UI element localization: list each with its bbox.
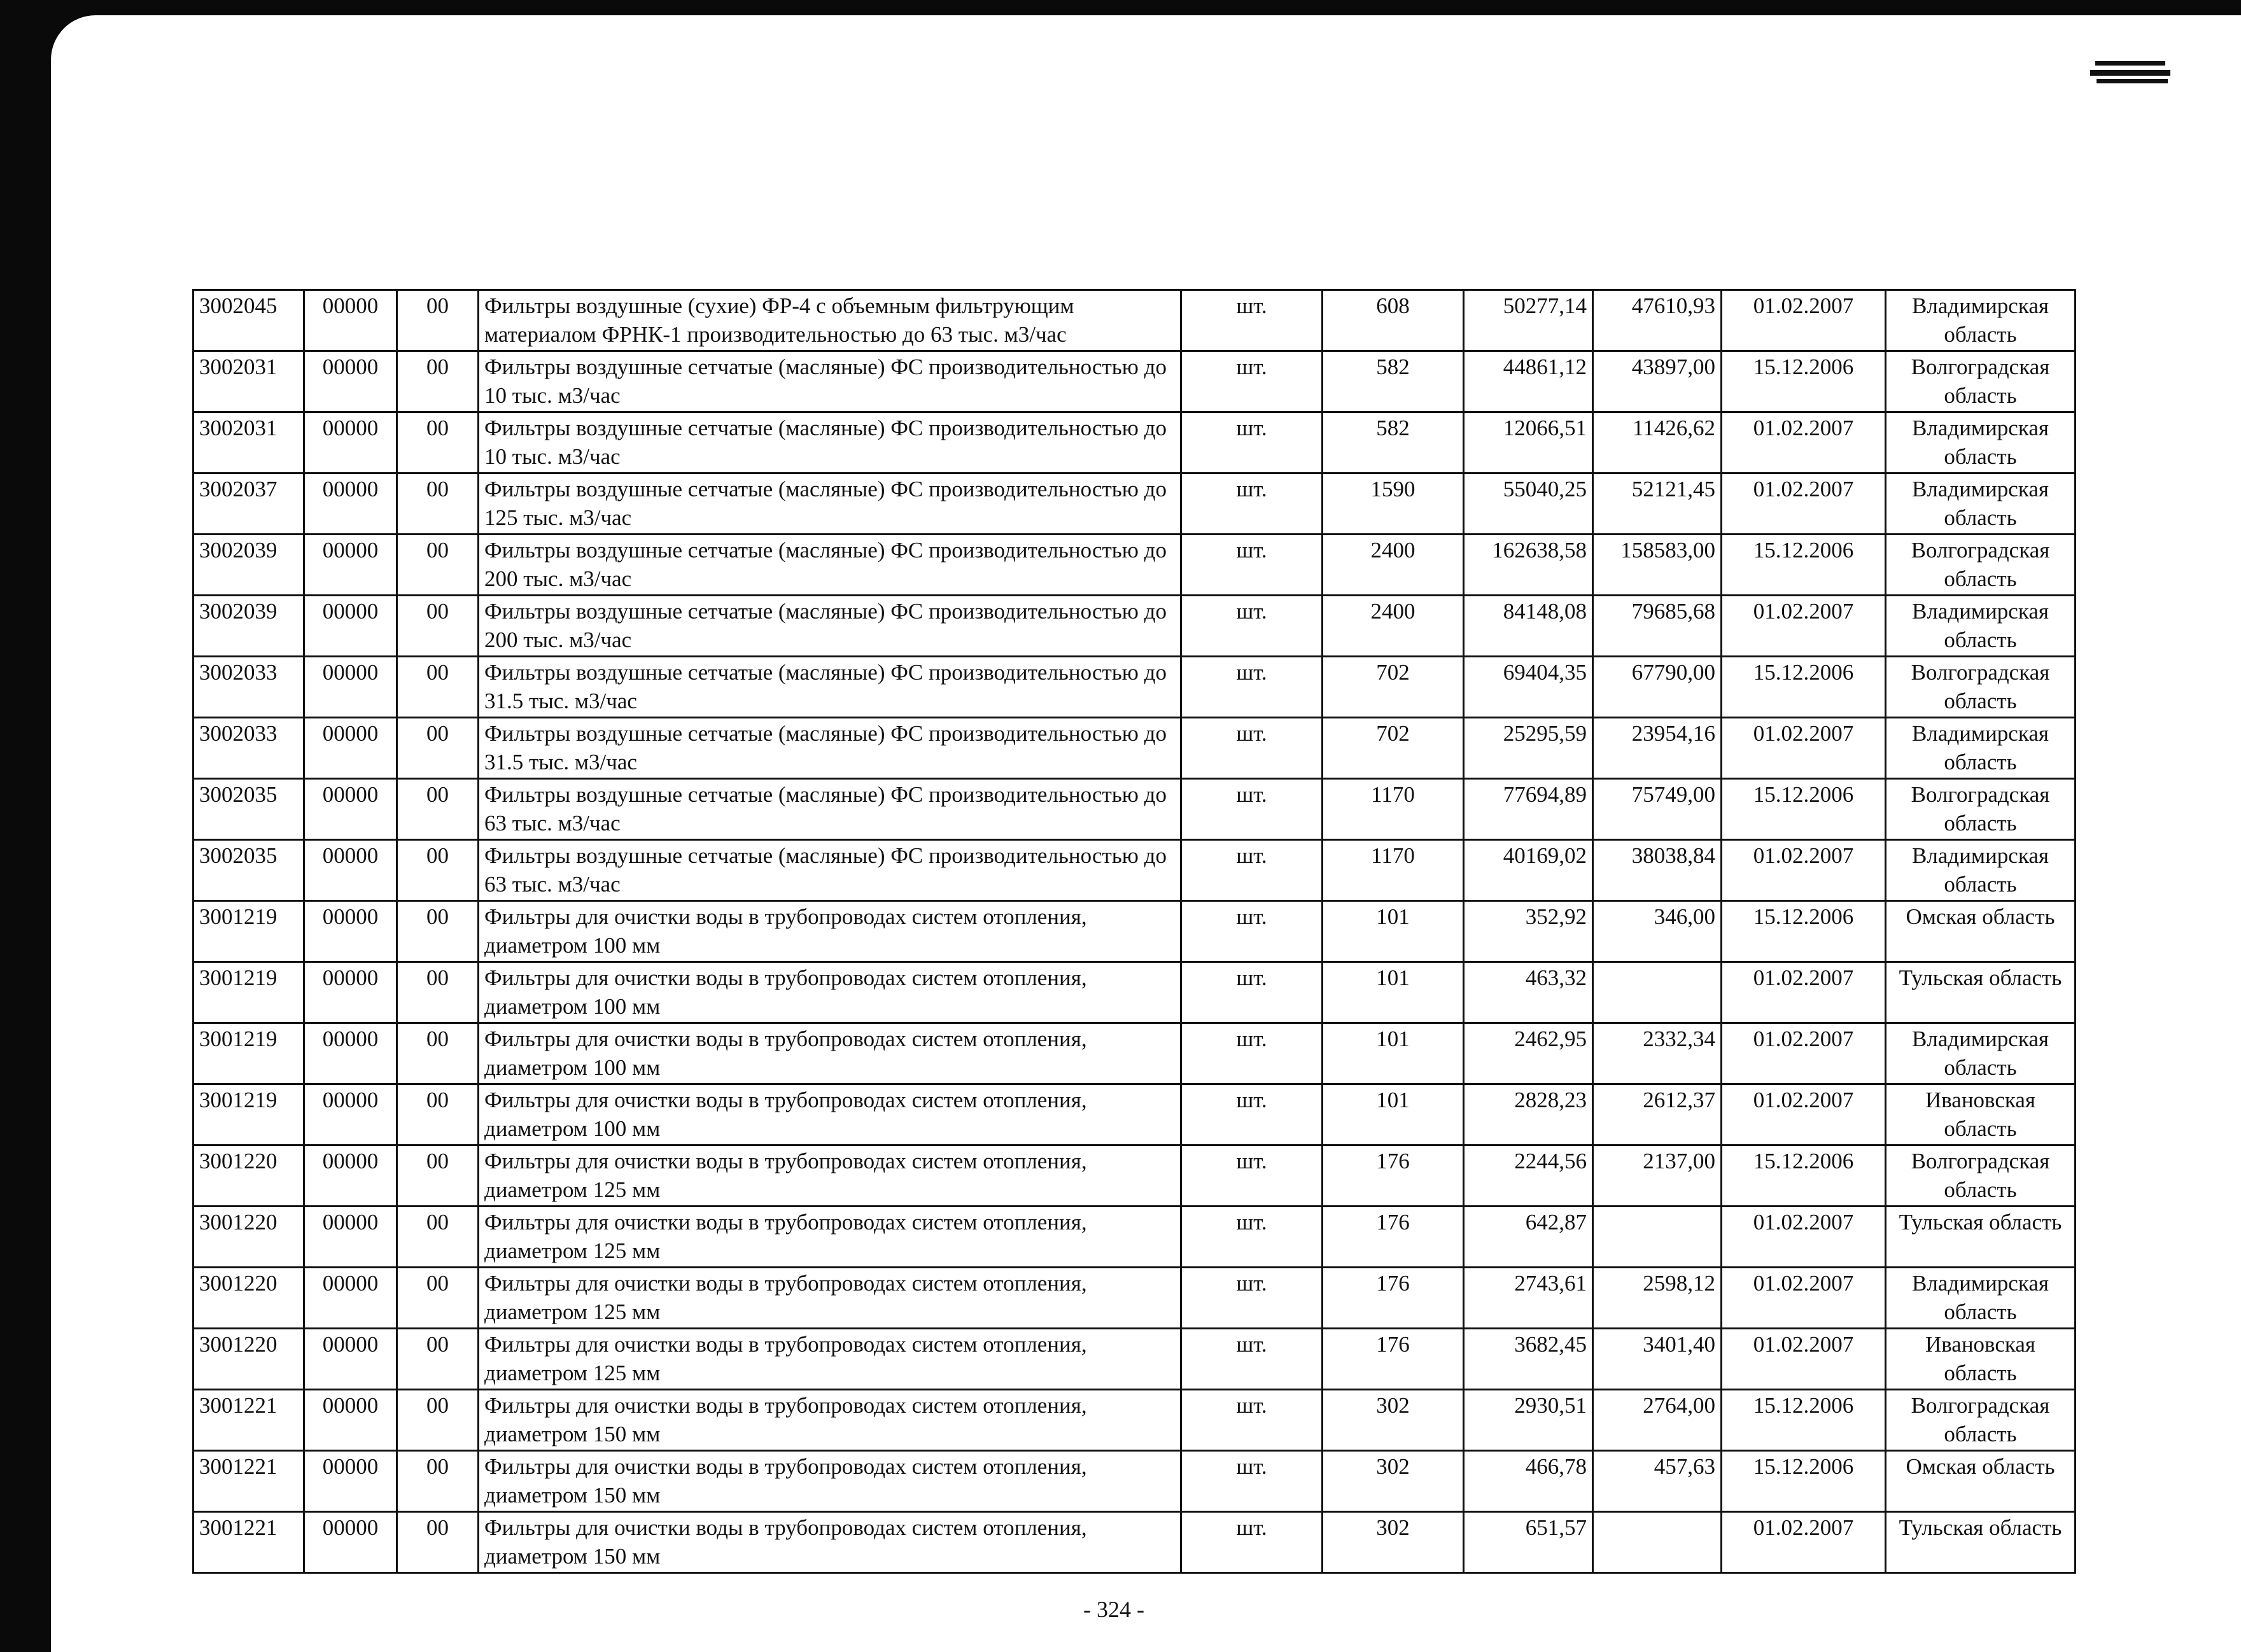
cell-level: 00 — [397, 1451, 479, 1512]
cell-code: 3001219 — [193, 1084, 304, 1145]
cell-region: Волгоградская область — [1886, 1390, 2076, 1451]
cell-code: 3001221 — [193, 1451, 304, 1512]
cell-price-2: 346,00 — [1593, 901, 1722, 962]
cell-date: 15.12.2006 — [1722, 901, 1886, 962]
cell-date: 01.02.2007 — [1722, 1207, 1886, 1268]
cell-subcode: 00000 — [304, 1084, 397, 1145]
cell-price-2: 67790,00 — [1593, 657, 1722, 718]
cell-name: Фильтры воздушные сетчатые (масляные) ФС производительностью до 200 тыс. м3/час — [479, 596, 1181, 657]
cell-name: Фильтры воздушные сетчатые (масляные) ФС производительностью до 10 тыс. м3/час — [479, 351, 1181, 412]
cell-date: 01.02.2007 — [1722, 1329, 1886, 1390]
cell-quantity: 176 — [1323, 1145, 1464, 1207]
table-row — [193, 1145, 2076, 1207]
cell-level: 00 — [397, 351, 479, 412]
cell-price-2: 2764,00 — [1593, 1390, 1722, 1451]
cell-date: 01.02.2007 — [1722, 290, 1886, 351]
cell-region: Ивановская область — [1886, 1329, 2076, 1390]
table-row — [193, 290, 2076, 351]
cell-region: Владимирская область — [1886, 840, 2076, 901]
cell-name: Фильтры воздушные сетчатые (масляные) ФС производительностью до 10 тыс. м3/час — [479, 412, 1181, 473]
cell-name: Фильтры для очистки воды в трубопроводах систем отопления, диаметром 150 мм — [479, 1512, 1181, 1573]
cell-region: Владимирская область — [1886, 1023, 2076, 1084]
cell-price-1: 642,87 — [1464, 1207, 1593, 1268]
scan-corner-mark — [2088, 57, 2177, 92]
cell-code: 3002045 — [193, 290, 304, 351]
cell-region: Владимирская область — [1886, 718, 2076, 779]
cell-region: Владимирская область — [1886, 473, 2076, 535]
cell-code: 3001219 — [193, 962, 304, 1023]
table-row — [193, 535, 2076, 596]
cell-unit: шт. — [1181, 1512, 1323, 1573]
cell-name: Фильтры для очистки воды в трубопроводах систем отопления, диаметром 125 мм — [479, 1329, 1181, 1390]
cell-quantity: 2400 — [1323, 535, 1464, 596]
cell-level: 00 — [397, 473, 479, 535]
cell-unit: шт. — [1181, 1084, 1323, 1145]
cell-region: Владимирская область — [1886, 1268, 2076, 1329]
cell-date: 15.12.2006 — [1722, 535, 1886, 596]
cell-subcode: 00000 — [304, 657, 397, 718]
cell-code: 3001220 — [193, 1207, 304, 1268]
cell-price-1: 352,92 — [1464, 901, 1593, 962]
cell-region: Волгоградская область — [1886, 779, 2076, 840]
cell-region: Владимирская область — [1886, 290, 2076, 351]
cell-price-1: 50277,14 — [1464, 290, 1593, 351]
cell-name: Фильтры воздушные сетчатые (масляные) ФС производительностью до 31.5 тыс. м3/час — [479, 657, 1181, 718]
cell-level: 00 — [397, 1207, 479, 1268]
cell-unit: шт. — [1181, 657, 1323, 718]
table-row — [193, 901, 2076, 962]
cell-name: Фильтры воздушные сетчатые (масляные) ФС производительностью до 31.5 тыс. м3/час — [479, 718, 1181, 779]
cell-unit: шт. — [1181, 473, 1323, 535]
cell-subcode: 00000 — [304, 1023, 397, 1084]
cell-quantity: 302 — [1323, 1451, 1464, 1512]
cell-subcode: 00000 — [304, 962, 397, 1023]
cell-price-1: 40169,02 — [1464, 840, 1593, 901]
cell-price-2 — [1593, 1207, 1722, 1268]
table-row — [193, 718, 2076, 779]
cell-level: 00 — [397, 1512, 479, 1573]
cell-date: 01.02.2007 — [1722, 1268, 1886, 1329]
cell-quantity: 176 — [1323, 1329, 1464, 1390]
cell-quantity: 1170 — [1323, 840, 1464, 901]
cell-date: 01.02.2007 — [1722, 962, 1886, 1023]
cell-subcode: 00000 — [304, 779, 397, 840]
cell-subcode: 00000 — [304, 1451, 397, 1512]
cell-quantity: 176 — [1323, 1207, 1464, 1268]
cell-date: 01.02.2007 — [1722, 412, 1886, 473]
cell-price-2: 52121,45 — [1593, 473, 1722, 535]
table-row — [193, 1512, 2076, 1573]
cell-date: 15.12.2006 — [1722, 1145, 1886, 1207]
cell-subcode: 00000 — [304, 1329, 397, 1390]
cell-quantity: 101 — [1323, 901, 1464, 962]
cell-name: Фильтры для очистки воды в трубопроводах систем отопления, диаметром 125 мм — [479, 1207, 1181, 1268]
cell-price-2 — [1593, 962, 1722, 1023]
cell-level: 00 — [397, 1268, 479, 1329]
cell-price-1: 2462,95 — [1464, 1023, 1593, 1084]
cell-region: Владимирская область — [1886, 412, 2076, 473]
table-row — [193, 473, 2076, 535]
cell-price-1: 162638,58 — [1464, 535, 1593, 596]
cell-level: 00 — [397, 840, 479, 901]
cell-quantity: 1170 — [1323, 779, 1464, 840]
table-row — [193, 657, 2076, 718]
cell-region: Владимирская область — [1886, 596, 2076, 657]
price-table — [192, 289, 2076, 1574]
cell-price-2: 38038,84 — [1593, 840, 1722, 901]
cell-price-2: 2598,12 — [1593, 1268, 1722, 1329]
cell-unit: шт. — [1181, 412, 1323, 473]
cell-code: 3002039 — [193, 535, 304, 596]
cell-subcode: 00000 — [304, 901, 397, 962]
table-row — [193, 840, 2076, 901]
cell-subcode: 00000 — [304, 840, 397, 901]
table-row — [193, 779, 2076, 840]
cell-level: 00 — [397, 718, 479, 779]
cell-unit: шт. — [1181, 1207, 1323, 1268]
cell-name: Фильтры для очистки воды в трубопроводах систем отопления, диаметром 100 мм — [479, 1084, 1181, 1145]
cell-unit: шт. — [1181, 535, 1323, 596]
cell-price-2: 3401,40 — [1593, 1329, 1722, 1390]
cell-price-1: 44861,12 — [1464, 351, 1593, 412]
table-row — [193, 1390, 2076, 1451]
cell-subcode: 00000 — [304, 718, 397, 779]
cell-quantity: 608 — [1323, 290, 1464, 351]
cell-quantity: 2400 — [1323, 596, 1464, 657]
cell-name: Фильтры воздушные сетчатые (масляные) ФС производительностью до 63 тыс. м3/час — [479, 779, 1181, 840]
cell-code: 3002031 — [193, 412, 304, 473]
page-number: - 324 - — [1083, 1597, 1144, 1622]
cell-price-1: 463,32 — [1464, 962, 1593, 1023]
cell-unit: шт. — [1181, 1268, 1323, 1329]
cell-date: 01.02.2007 — [1722, 1084, 1886, 1145]
table-row — [193, 1023, 2076, 1084]
table-row — [193, 351, 2076, 412]
cell-code: 3002039 — [193, 596, 304, 657]
cell-level: 00 — [397, 596, 479, 657]
cell-unit: шт. — [1181, 901, 1323, 962]
cell-name: Фильтры воздушные сетчатые (масляные) ФС производительностью до 63 тыс. м3/час — [479, 840, 1181, 901]
cell-price-1: 466,78 — [1464, 1451, 1593, 1512]
cell-quantity: 302 — [1323, 1512, 1464, 1573]
cell-date: 15.12.2006 — [1722, 779, 1886, 840]
cell-region: Волгоградская область — [1886, 351, 2076, 412]
cell-quantity: 302 — [1323, 1390, 1464, 1451]
cell-date: 15.12.2006 — [1722, 351, 1886, 412]
cell-date: 15.12.2006 — [1722, 1451, 1886, 1512]
cell-subcode: 00000 — [304, 290, 397, 351]
table-row — [193, 1084, 2076, 1145]
cell-subcode: 00000 — [304, 351, 397, 412]
cell-unit: шт. — [1181, 1451, 1323, 1512]
cell-level: 00 — [397, 535, 479, 596]
cell-region: Волгоградская область — [1886, 657, 2076, 718]
page-right-edge — [2212, 15, 2241, 1652]
cell-region: Волгоградская область — [1886, 1145, 2076, 1207]
cell-level: 00 — [397, 779, 479, 840]
cell-date: 01.02.2007 — [1722, 840, 1886, 901]
cell-code: 3002037 — [193, 473, 304, 535]
table-row — [193, 1268, 2076, 1329]
cell-price-2: 2332,34 — [1593, 1023, 1722, 1084]
cell-quantity: 101 — [1323, 1023, 1464, 1084]
cell-code: 3001221 — [193, 1512, 304, 1573]
cell-price-2: 457,63 — [1593, 1451, 1722, 1512]
cell-name: Фильтры воздушные сетчатые (масляные) ФС производительностью до 125 тыс. м3/час — [479, 473, 1181, 535]
cell-unit: шт. — [1181, 779, 1323, 840]
cell-price-1: 55040,25 — [1464, 473, 1593, 535]
cell-region: Омская область — [1886, 1451, 2076, 1512]
cell-date: 15.12.2006 — [1722, 657, 1886, 718]
table-row — [193, 962, 2076, 1023]
cell-name: Фильтры воздушные сетчатые (масляные) ФС производительностью до 200 тыс. м3/час — [479, 535, 1181, 596]
cell-subcode: 00000 — [304, 1145, 397, 1207]
cell-quantity: 1590 — [1323, 473, 1464, 535]
cell-price-2: 11426,62 — [1593, 412, 1722, 473]
cell-quantity: 176 — [1323, 1268, 1464, 1329]
cell-price-1: 2244,56 — [1464, 1145, 1593, 1207]
cell-price-2: 75749,00 — [1593, 779, 1722, 840]
cell-quantity: 702 — [1323, 718, 1464, 779]
cell-name: Фильтры для очистки воды в трубопроводах систем отопления, диаметром 125 мм — [479, 1145, 1181, 1207]
cell-code: 3001220 — [193, 1329, 304, 1390]
cell-subcode: 00000 — [304, 1512, 397, 1573]
table-row — [193, 596, 2076, 657]
cell-unit: шт. — [1181, 290, 1323, 351]
table-row — [193, 1207, 2076, 1268]
cell-price-2: 2137,00 — [1593, 1145, 1722, 1207]
cell-price-1: 25295,59 — [1464, 718, 1593, 779]
cell-name: Фильтры для очистки воды в трубопроводах систем отопления, диаметром 125 мм — [479, 1268, 1181, 1329]
cell-subcode: 00000 — [304, 473, 397, 535]
cell-unit: шт. — [1181, 596, 1323, 657]
cell-code: 3002035 — [193, 840, 304, 901]
cell-date: 01.02.2007 — [1722, 1023, 1886, 1084]
cell-name: Фильтры для очистки воды в трубопроводах систем отопления, диаметром 150 мм — [479, 1390, 1181, 1451]
cell-price-1: 77694,89 — [1464, 779, 1593, 840]
cell-price-1: 3682,45 — [1464, 1329, 1593, 1390]
cell-price-1: 651,57 — [1464, 1512, 1593, 1573]
cell-region: Тульская область — [1886, 1207, 2076, 1268]
cell-name: Фильтры для очистки воды в трубопроводах систем отопления, диаметром 150 мм — [479, 1451, 1181, 1512]
cell-date: 01.02.2007 — [1722, 596, 1886, 657]
cell-code: 3002033 — [193, 718, 304, 779]
table-body — [193, 290, 2076, 1573]
cell-level: 00 — [397, 1084, 479, 1145]
cell-name: Фильтры для очистки воды в трубопроводах систем отопления, диаметром 100 мм — [479, 962, 1181, 1023]
cell-price-1: 2930,51 — [1464, 1390, 1593, 1451]
cell-price-2: 43897,00 — [1593, 351, 1722, 412]
cell-unit: шт. — [1181, 840, 1323, 901]
cell-price-1: 2743,61 — [1464, 1268, 1593, 1329]
cell-subcode: 00000 — [304, 1390, 397, 1451]
cell-subcode: 00000 — [304, 1207, 397, 1268]
table-row — [193, 1329, 2076, 1390]
cell-subcode: 00000 — [304, 596, 397, 657]
cell-price-2: 23954,16 — [1593, 718, 1722, 779]
cell-price-1: 69404,35 — [1464, 657, 1593, 718]
cell-date: 15.12.2006 — [1722, 1390, 1886, 1451]
cell-region: Волгоградская область — [1886, 535, 2076, 596]
cell-price-2: 47610,93 — [1593, 290, 1722, 351]
cell-unit: шт. — [1181, 718, 1323, 779]
cell-level: 00 — [397, 657, 479, 718]
cell-unit: шт. — [1181, 1145, 1323, 1207]
cell-region: Тульская область — [1886, 962, 2076, 1023]
cell-level: 00 — [397, 1329, 479, 1390]
cell-code: 3002035 — [193, 779, 304, 840]
cell-name: Фильтры для очистки воды в трубопроводах систем отопления, диаметром 100 мм — [479, 901, 1181, 962]
cell-quantity: 702 — [1323, 657, 1464, 718]
cell-level: 00 — [397, 962, 479, 1023]
cell-subcode: 00000 — [304, 412, 397, 473]
cell-level: 00 — [397, 1023, 479, 1084]
cell-level: 00 — [397, 1145, 479, 1207]
cell-unit: шт. — [1181, 1023, 1323, 1084]
cell-price-1: 2828,23 — [1464, 1084, 1593, 1145]
table-row — [193, 412, 2076, 473]
cell-level: 00 — [397, 1390, 479, 1451]
cell-level: 00 — [397, 290, 479, 351]
cell-unit: шт. — [1181, 962, 1323, 1023]
cell-subcode: 00000 — [304, 1268, 397, 1329]
table-row — [193, 1451, 2076, 1512]
cell-code: 3001220 — [193, 1145, 304, 1207]
cell-quantity: 582 — [1323, 351, 1464, 412]
cell-region: Омская область — [1886, 901, 2076, 962]
cell-price-2: 79685,68 — [1593, 596, 1722, 657]
cell-price-2: 158583,00 — [1593, 535, 1722, 596]
cell-price-2: 2612,37 — [1593, 1084, 1722, 1145]
cell-level: 00 — [397, 901, 479, 962]
cell-level: 00 — [397, 412, 479, 473]
cell-quantity: 101 — [1323, 1084, 1464, 1145]
cell-code: 3002031 — [193, 351, 304, 412]
cell-name: Фильтры для очистки воды в трубопроводах систем отопления, диаметром 100 мм — [479, 1023, 1181, 1084]
cell-quantity: 101 — [1323, 962, 1464, 1023]
cell-code: 3001219 — [193, 901, 304, 962]
cell-price-1: 12066,51 — [1464, 412, 1593, 473]
cell-price-1: 84148,08 — [1464, 596, 1593, 657]
cell-unit: шт. — [1181, 1390, 1323, 1451]
cell-code: 3001220 — [193, 1268, 304, 1329]
cell-date: 01.02.2007 — [1722, 1512, 1886, 1573]
cell-name: Фильтры воздушные (сухие) ФР-4 с объемным фильтрующим материалом ФРНК-1 производительностью до 63 тыс. м3/час — [479, 290, 1181, 351]
cell-region: Ивановская область — [1886, 1084, 2076, 1145]
cell-unit: шт. — [1181, 351, 1323, 412]
cell-unit: шт. — [1181, 1329, 1323, 1390]
cell-region: Тульская область — [1886, 1512, 2076, 1573]
cell-price-2 — [1593, 1512, 1722, 1573]
cell-code: 3001221 — [193, 1390, 304, 1451]
cell-date: 01.02.2007 — [1722, 473, 1886, 535]
cell-subcode: 00000 — [304, 535, 397, 596]
cell-date: 01.02.2007 — [1722, 718, 1886, 779]
cell-code: 3002033 — [193, 657, 304, 718]
cell-quantity: 582 — [1323, 412, 1464, 473]
cell-code: 3001219 — [193, 1023, 304, 1084]
